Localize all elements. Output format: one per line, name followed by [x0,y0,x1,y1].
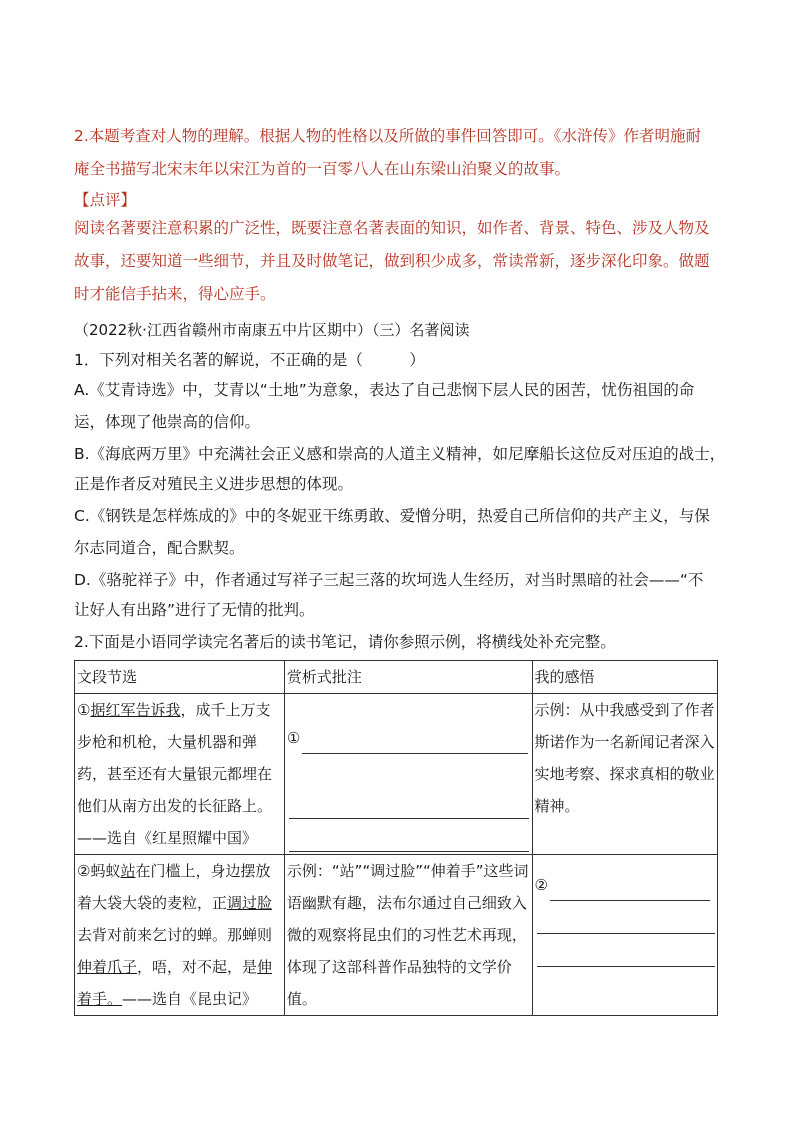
excerpt-cell-2: ②蚂蚁站在门槛上，身边摆放着大袋大袋的麦粒，正调过脸去背对前来乞讨的蝉。那蝉则伸着爪子，唔，对不起，是伸着手。——选自《昆虫记》 [75,855,285,1016]
header-annotation: 赏析式批注 [284,661,532,694]
review-line-3: 时才能信手拈来，得心应手。 [74,285,276,303]
option-d-line-1: D.《骆驼祥子》中，作者通过写祥子三起三落的坎坷选人生经历，对当时黑暗的社会——“不 [74,571,704,589]
reading-notes-table [74,660,718,1016]
table-row [75,694,718,855]
feeling-cell-2 [532,855,717,1016]
feeling-blank-2[interactable] [535,901,715,934]
table-row [75,855,718,1016]
answer-line-1: 2.本题考查对人物的理解。根据人物的性格以及所做的事件回答即可。《水浒传》作者明施耐 [74,127,702,145]
option-a-line-1: A.《艾青诗选》中，艾青以“土地”为意象，表达了自己悲悯下层人民的困苦，忧伤祖国的命 [74,381,695,399]
question2-stem: 2.下面是小语同学读完名著后的读书笔记，请你参照示例，将横线处补充完整。 [74,633,616,651]
feeling-blank-1[interactable]: ② [535,869,715,901]
option-c-line-2: 尔志同道合，配合默契。 [74,539,245,557]
table-header-row [75,661,718,694]
header-feeling: 我的感悟 [532,661,717,694]
answer-line-2: 庵全书描写北宋末年以宋江为首的一百零八人在山东梁山泊聚义的故事。 [74,160,571,178]
annotation-blank-1[interactable]: ① [287,722,530,754]
feeling-cell-1: 示例：从中我感受到了作者斯诺作为一名新闻记者深入实地考察、探求真相的敬业精神。 [532,694,717,855]
excerpt-cell-1: ①据红军告诉我，成千上万支步枪和机枪，大量机器和弹药，甚至还有大量银元都埋在他们从南方出发的长征路上。——选自《红星照耀中国》 [75,694,285,855]
question-source: （2022秋·江西省赣州市南康五中片区期中）（三）名著阅读 [74,321,470,339]
underlined-phrase: 据红军告诉我 [90,701,181,719]
review-tag: 【点评】 [74,191,137,209]
header-excerpt: 文段节选 [75,661,285,694]
option-a-line-2: 运，体现了他崇高的信仰。 [74,413,261,431]
option-b-line-1: B.《海底两万里》中充满社会正义感和崇高的人道主义精神，如尼摩船长这位反对压迫的战士， [74,445,726,463]
option-b-line-2: 正是作者反对殖民主义进步思想的体现。 [74,475,354,493]
review-line-2: 故事，还要知道一些细节，并且及时做笔记，做到积少成多，常读常新，逐步深化印象。做题 [74,252,710,270]
annotation-cell-2: 示例：“站”“调过脸”“伸着手”这些词语幽默有趣，法布尔通过自己细致入微的观察将昆虫们的习性艺术再现，体现了这部科普作品独特的文学价值。 [284,855,532,1016]
annotation-blank-3[interactable] [287,819,530,852]
annotation-blank-2[interactable] [287,786,530,819]
feeling-blank-3[interactable] [535,934,715,967]
review-line-1: 阅读名著要注意积累的广泛性，既要注意名著表面的知识，如作者、背景、特色、涉及人物及 [74,219,710,237]
annotation-cell-1 [284,694,532,855]
option-c-line-1: C.《钢铁是怎样炼成的》中的冬妮亚干练勇敢、爱憎分明，热爱自己所信仰的共产主义，与保 [74,507,710,525]
option-d-line-2: 让好人有出路”进行了无情的批判。 [74,601,315,619]
question1-stem: 1．下列对相关名著的解说，不正确的是（ ） [74,351,425,369]
